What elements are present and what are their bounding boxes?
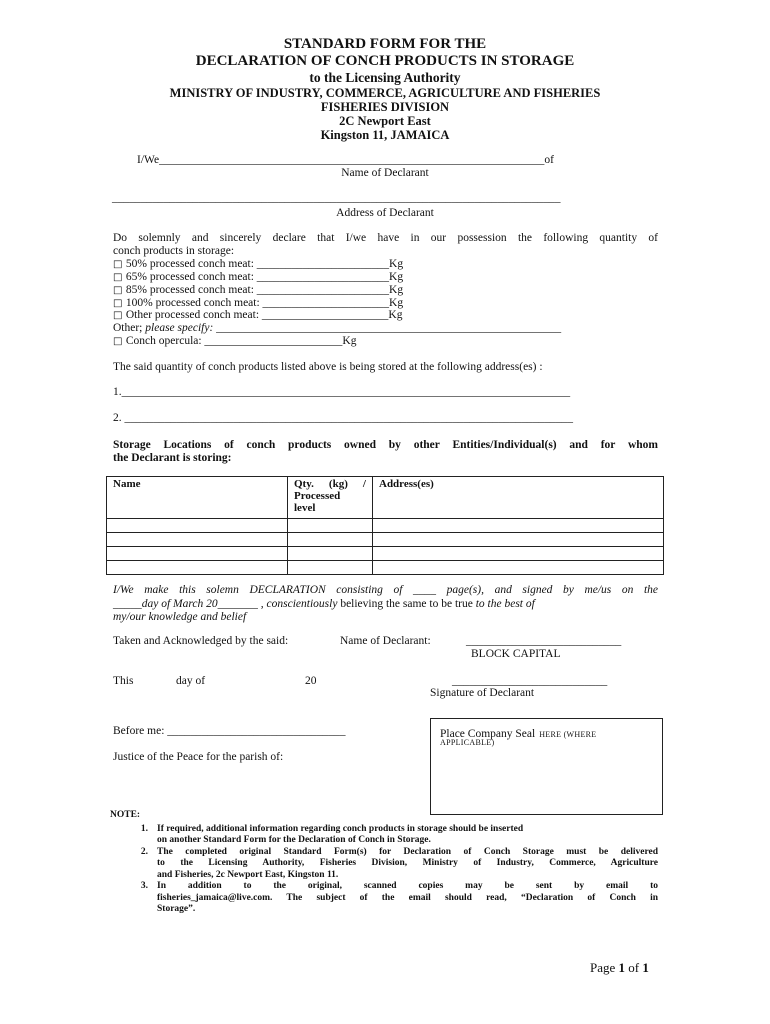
table-cell[interactable]	[288, 519, 373, 533]
table-cell[interactable]	[107, 547, 288, 561]
table-row[interactable]	[107, 561, 664, 575]
please-specify-label: please specify:	[145, 322, 214, 334]
form-title-line2: DECLARATION OF CONCH PRODUCTS IN STORAGE	[195, 53, 575, 69]
notes-heading: NOTE:	[110, 810, 141, 820]
note-line: If required, additional information regarding conch products in storage should be inserted	[157, 823, 524, 834]
page-indicator	[590, 960, 649, 976]
name-of-declarant-label: Name of Declarant:	[340, 635, 431, 647]
checkbox-icon[interactable]: □	[113, 272, 123, 283]
solemn-belief-part: believing the same to be true	[340, 598, 473, 610]
form-title-line1: STANDARD FORM FOR THE	[283, 36, 487, 52]
day-of-label: day of	[176, 675, 206, 687]
checkbox-icon[interactable]: □	[113, 285, 123, 296]
checkbox-icon[interactable]: □	[113, 310, 123, 321]
ministry-name: MINISTRY OF INDUSTRY, COMMERCE, AGRICULTURE AND FISHERIES	[169, 86, 601, 100]
storage-locations-table	[106, 476, 664, 575]
form-subtitle: to the Licensing Authority	[309, 70, 461, 85]
table-row[interactable]	[107, 547, 664, 561]
conch-opercula-row[interactable]	[113, 335, 357, 347]
company-seal-box	[430, 718, 663, 815]
page-number: 1	[618, 960, 626, 975]
product-label: Other processed conch meat: ______________________Kg	[125, 309, 403, 321]
note-line: and Fisheries, 2c Newport East, Kingston 11.	[157, 869, 339, 880]
product-label: 100% processed conch meat: ______________________Kg	[125, 297, 404, 309]
other-specify-row[interactable]	[113, 322, 561, 334]
year-20-label: 20	[305, 675, 317, 687]
name-of-declarant-caption: Name of Declarant	[341, 167, 429, 179]
note-item	[110, 881, 658, 916]
product-label: 65% processed conch meat: _______________________Kg	[125, 271, 404, 283]
note-line: The completed original Standard Form(s) for Declaration of Conch Storage must be delivered	[157, 846, 658, 857]
table-cell[interactable]	[373, 519, 664, 533]
seal-main-text: Place Company Seal	[440, 728, 536, 740]
solemn-declaration-line2	[113, 598, 658, 611]
before-me-field[interactable]: Before me: _______________________________	[113, 725, 346, 737]
note-text	[157, 824, 658, 847]
address-city: Kingston 11, JAMAICA	[320, 128, 450, 142]
notes-section	[110, 810, 658, 916]
of-word: of	[625, 960, 643, 975]
product-label: 50% processed conch meat: _______________________Kg	[125, 258, 404, 270]
storage-address-2[interactable]: 2. ______________________________________________________________________________	[113, 412, 573, 424]
note-line: fisheries_jamaica@live.com. The subject of the email should read, “Declaration of Conch in	[157, 892, 658, 903]
block-capital-caption: BLOCK CAPITAL	[471, 648, 561, 660]
iwe-label: I/We	[137, 154, 160, 166]
address-of-declarant-caption: Address of Declarant	[336, 207, 434, 219]
checkbox-icon[interactable]: □	[113, 336, 123, 347]
table-cell[interactable]	[373, 561, 664, 575]
declaration-intro-line1: Do solemnly and sincerely declare that I/we have in our possession the following quantity of	[113, 232, 658, 244]
table-row[interactable]	[107, 519, 664, 533]
table-cell[interactable]	[107, 561, 288, 575]
product-100-row[interactable]	[113, 297, 403, 309]
other-entities-heading-line1: Storage Locations of conch products owned by other Entities/Individual(s) and for whom	[113, 439, 658, 451]
other-entities-heading-line2: the Declarant is storing:	[113, 452, 232, 464]
solemn-date-part: _____day of March 20_______ , conscientiously	[113, 598, 341, 610]
table-row[interactable]	[107, 533, 664, 547]
other-specify-blank[interactable]: ____________________________________________________________	[213, 322, 562, 334]
solemn-best-part: to the best of	[472, 598, 535, 610]
declarant-address-blank[interactable]: ______________________________________________________________________________	[112, 192, 561, 204]
product-50-row[interactable]	[113, 258, 403, 270]
note-line: Storage”.	[157, 904, 196, 914]
checkbox-icon[interactable]: □	[113, 298, 123, 309]
taken-acknowledged-label: Taken and Acknowledged by the said:	[113, 635, 289, 647]
note-line: In addition to the original, scanned copies may be sent by email to	[157, 881, 658, 891]
note-item	[110, 824, 658, 847]
this-label: This	[113, 675, 134, 687]
header-name: Name	[107, 477, 288, 519]
note-text	[157, 881, 658, 916]
justice-of-peace-label: Justice of the Peace for the parish of:	[113, 751, 284, 763]
signature-caption: Signature of Declarant	[430, 687, 535, 699]
header-address: Address(es)	[373, 477, 664, 519]
header-qty	[288, 477, 373, 519]
seal-small-text: HERE (WHERE	[539, 730, 597, 739]
opercula-label: Conch opercula: ________________________Kg	[125, 335, 357, 347]
table-cell[interactable]	[288, 533, 373, 547]
checkbox-icon[interactable]: □	[113, 259, 123, 270]
table-cell[interactable]	[288, 547, 373, 561]
solemn-declaration-line1: I/We make this solemn DECLARATION consisting of ____ page(s), and signed by me/us on the	[113, 584, 658, 596]
page-total: 1	[642, 960, 649, 975]
note-line: to the Licensing Authority, Fisheries Division, Ministry of Industry, Commerce, Agriculture	[157, 858, 658, 868]
header-qty-line1: Qty. (kg) /	[294, 478, 366, 490]
declarant-block-name-blank[interactable]: ___________________________	[466, 635, 622, 647]
declarant-name-blank[interactable]: ___________________________________________________________________	[159, 154, 545, 166]
of-label: of	[544, 154, 554, 166]
product-label: 85% processed conch meat: _______________________Kg	[125, 284, 404, 296]
address-street: 2C Newport East	[339, 114, 431, 128]
note-number: 3.	[140, 881, 148, 891]
page-word: Page	[590, 960, 619, 975]
table-cell[interactable]	[373, 547, 664, 561]
note-item	[110, 847, 658, 882]
note-line: on another Standard Form for the Declaration of Conch in Storage.	[157, 835, 431, 845]
seal-small-text-line2: APPLICABLE)	[440, 738, 495, 747]
declarant-name-line[interactable]	[137, 154, 554, 166]
note-text	[157, 847, 658, 882]
note-number: 1.	[140, 823, 148, 834]
storage-address-1[interactable]: 1.______________________________________________________________________________	[113, 386, 571, 398]
table-cell[interactable]	[288, 561, 373, 575]
signature-blank[interactable]: ___________________________	[452, 675, 608, 687]
product-other-row[interactable]	[113, 309, 402, 321]
table-cell[interactable]	[107, 519, 288, 533]
table-cell[interactable]	[373, 533, 664, 547]
division-name: FISHERIES DIVISION	[320, 100, 450, 114]
declaration-intro-line2: conch products in storage:	[113, 245, 235, 257]
table-cell[interactable]	[107, 533, 288, 547]
header-qty-line3: level	[294, 502, 316, 514]
table-header-row	[107, 477, 664, 519]
solemn-declaration-line3: my/our knowledge and belief	[113, 611, 247, 623]
storage-address-intro: The said quantity of conch products listed above is being stored at the following address(es) :	[113, 361, 543, 373]
note-number: 2.	[140, 846, 148, 857]
product-65-row[interactable]	[113, 271, 403, 283]
header-qty-line2: Processed	[294, 490, 341, 502]
other-label: Other;	[113, 322, 146, 334]
product-85-row[interactable]	[113, 284, 403, 296]
